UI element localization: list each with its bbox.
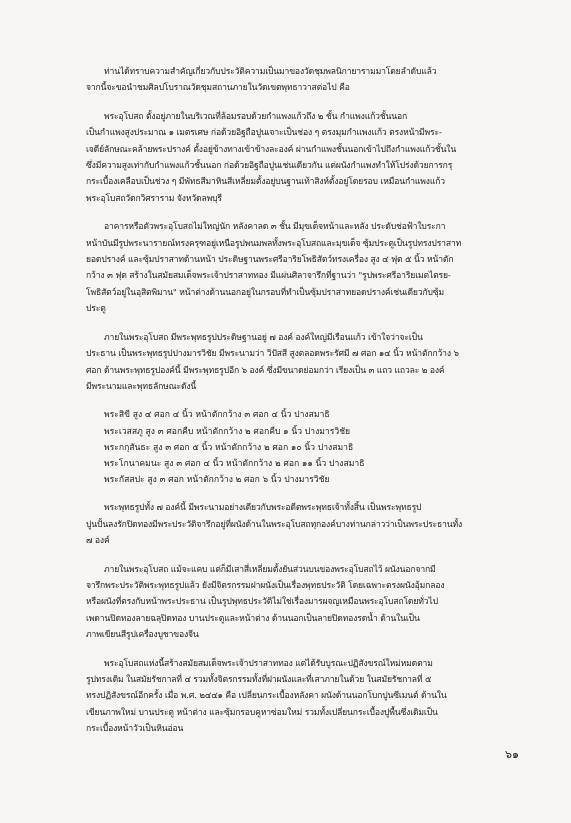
- text-line: ภายในพระอุโบสถ มีพระพุทธรูปประดิษฐานอยู่ ๗ องค์ องค์ใหญ่มีเรือนแก้ว เข้าใจว่าจะเป็น: [104, 332, 423, 343]
- text-line: ยอดปรางค์ และซุ้มปราสาทด้านหน้า ประดิษฐานพระศรีอาริยโพธิสัตว์ทรงเครื่อง สูง ๔ ฟุต ๕ นิ้ว หน้าตัก: [86, 255, 454, 266]
- buddha-list: [86, 407, 495, 488]
- text-line: พระอุโบสถ ตั้งอยู่ภายในบริเวณที่ล้อมรอบด้วยกำแพงแก้วถึง ๒ ชั้น กำแพงแก้วชั้นนอก: [104, 111, 408, 122]
- text-line: เจดีย์ลักษณะคล้ายพระปรางค์ ตั้งอยู่ข้างทางเข้าข้างละองค์ ผ่านกำแพงชั้นนอกเข้าไปถึงกำแพงแก้วชั้นใน: [86, 144, 457, 155]
- paragraph-building: [86, 219, 495, 317]
- text-line: เพดานปิดทองลายฉลุปิดทอง บานประตูและหน้าต่าง ด้านนอกเป็นลายปิดทองรดน้ำ ด้านในเป็น: [86, 613, 420, 624]
- text-line: ปูนปั้นลงรักปิดทองมีพระประวัติจารึกอยู่ที่ผนังด้านในพระอุโบสถทุกองค์บางท่านกล่าวว่าเป็นพระประธานทั้ง: [86, 519, 463, 530]
- text-line: กว้าง ๓ ฟุต สร้างในสมัยสมเด็จพระเจ้าปราสาททอง มีแผ่นศิลาจารึกที่ฐานว่า "รูปพระศรีอาริยเมตไตรย-: [86, 271, 451, 282]
- text-line: เขียนภาพใหม่ บานประตู หน้าต่าง และซุ้มกรอบคูหาซ่อมใหม่ รวมทั้งเปลี่ยนกระเบื้องปูพื้นซึ่งเดิมเป็น: [86, 707, 438, 718]
- text-line: อาคารหรือตัวพระอุโบสถไม่ใหญ่นัก หลังคาลด ๓ ชั้น มีมุขเด็จหน้าและหลัง ประดับช่อฟ้าใบระกา: [104, 222, 446, 233]
- text-line: รูปทรงเดิม ในสมัยรัชกาลที่ ๔ รวมทั้งจิตรกรรมทั้งที่ฝาผนังและที่เสาภายในด้วย ในสมัยรัชกาลที่ ๕: [86, 674, 432, 685]
- list-item: พระเวสสภู สูง ๓ ศอกคืบ หน้าตักกว้าง ๒ ศอกคืบ ๑ นิ้ว ปางมารวิชัย: [104, 426, 351, 437]
- text-line: ภาพเขียนสีรูปเครื่องบูชาของจีน: [86, 630, 199, 641]
- text-line: พระอุโบสถวัดกวิศราราม จังหวัดลพบุรี: [86, 193, 222, 204]
- text-line: ประตู: [86, 304, 106, 315]
- text-line: จากนี้จะขอนำชมศิลปโบราณวัดชุมสถานภายในวัดเขตพุทธาวาสต่อไป คือ: [86, 83, 350, 94]
- text-line: ๗ องค์: [86, 536, 110, 547]
- paragraph-restoration: [86, 656, 495, 738]
- text-line: ซึ่งมีความสูงเท่ากับกำแพงแก้วชั้นนอก ก่อด้วยอิฐถือปูนเช่นเดียวกัน แต่ผนังกำแพงทำให้โปร่งด้วยการกรุ: [86, 161, 453, 172]
- paragraph-seven: [86, 500, 495, 549]
- text-line: หรือผนังที่ตรงกับหน้าพระประธาน เป็นรูปพุทธประวัติไม่ใช่เรื่องมารผจญเหมือนพระอุโบสถโดยทั่วไป: [86, 597, 438, 608]
- text-line: ประธาน เป็นพระพุทธรูปปางมารวิชัย มีพระนามว่า วิปัสสี สูงตลอดพระรัศมี ๗ ศอก ๑๔ นิ้ว หน้าตักกว้าง ๖: [86, 349, 459, 360]
- text-line: เป็นกำแพงสูงประมาณ ๑ เมตรเศษ ก่อด้วยอิฐถือปูนเจาะเป็นช่อง ๆ ตรงมุมกำแพงแก้ว ตรงหน้ามีพระ-: [86, 128, 442, 139]
- list-item: พระโกนาคมนะ สูง ๓ ศอก ๔ นิ้ว หน้าตักกว้าง ๒ ศอก ๑๑ นิ้ว ปางสมาธิ: [104, 458, 365, 469]
- text-line: ท่านได้ทราบความสำคัญเกี่ยวกับประวัติความเป็นมาของวัดชุมพลนิกายารามมาโดยลำดับแล้ว: [104, 67, 437, 77]
- paragraph-intro: [86, 64, 495, 97]
- list-item: พระกัสสปะ สูง ๓ ศอก หน้าตักกว้าง ๒ ศอก ๖ นิ้ว ปางมารวิชัย: [104, 475, 330, 486]
- text-line: โพธิสัตว์อยู่ในอุสิตพิมาน" หน้าต่างด้านนอกอยู่ในกรอบที่ทำเป็นซุ้มปราสาทยอดปรางค์เช่นเดียวกับซุ้ม: [86, 287, 445, 298]
- text-line: หน้าบันมีรูปพระนารายณ์ทรงครุฑอยู่เหนือรูปพนมพลทั้งพระอุโบสถและมุขเด็จ ซุ้มประตูเป็นรูปทรงปราสาท: [86, 238, 462, 249]
- text-line: ศอก ด้านพระพุทธรูปองค์นี้ มีพระพุทธรูปอีก ๖ องค์ ซึ่งมีขนาดย่อมกว่า เรียงเป็น ๓ แถว แถวละ ๒ องค์: [86, 365, 445, 376]
- text-line: กระเบื้องเคลือบเป็นช่วง ๆ มีพัทธสีมาหินสีเหลี่ยมตั้งอยู่บนฐานเท้าสิงห์ตั้งอยู่โดยรอบ เหมือนกำแพงแก้ว: [86, 177, 445, 188]
- text-line: พระอุโบสถแห่งนี้สร้างสมัยสมเด็จพระเจ้าปราสาททอง แต่ได้รับบูรณะปฏิสังขรณ์ใหม่หมดตาม: [104, 658, 433, 669]
- paragraph-interior: [86, 330, 495, 396]
- paragraph-ubosot: [86, 109, 495, 207]
- list-item: พระสิขี สูง ๔ ศอก ๔ นิ้ว หน้าตักกว้าง ๓ ศอก ๔ นิ้ว ปางสมาธิ: [104, 410, 330, 421]
- text-line: มีพระนามและพุทธลักษณะดังนี้: [86, 381, 197, 392]
- text-line: ภายในพระอุโบสถ แม้จะแคบ แต่ก็มีเสาสี่เหลี่ยมตั้งยันส่วนบนของพระอุโบสถไว้ ผนังนอกจากมี: [104, 564, 436, 575]
- page-number: ๖๑: [505, 748, 519, 761]
- text-line: พระพุทธรูปทั้ง ๗ องค์นี้ มีพระนามอย่างเดียวกับพระอดีตพระพุทธเจ้าทั้งสิ้น เป็นพระพุทธรูป: [104, 503, 422, 514]
- text-line: กระเบื้องหน้าวัวเป็นหินอ่อน: [86, 724, 184, 735]
- text-line: ทรงปฏิสังขรณ์อีกครั้ง เมื่อ พ.ศ. ๒๔๔๑ คือ เปลี่ยนกระเบื้องหลังคา ผนังด้านนอกโบกปูนซีเมนต์ ด้านใน: [86, 691, 447, 702]
- list-item: พระกกุสันธะ สูง ๓ ศอก ๕ นิ้ว หน้าตักกว้าง ๒ ศอก ๑๐ นิ้ว ปางสมาธิ: [104, 442, 354, 453]
- paragraph-murals: [86, 562, 495, 644]
- text-line: จารึกพระประวัติพระพุทธรูปแล้ว ยังมีจิตรกรรมฝาผนังเป็นเรื่องพุทธประวัติ โดยเฉพาะตรงผนังอุ้มกลอง: [86, 580, 445, 591]
